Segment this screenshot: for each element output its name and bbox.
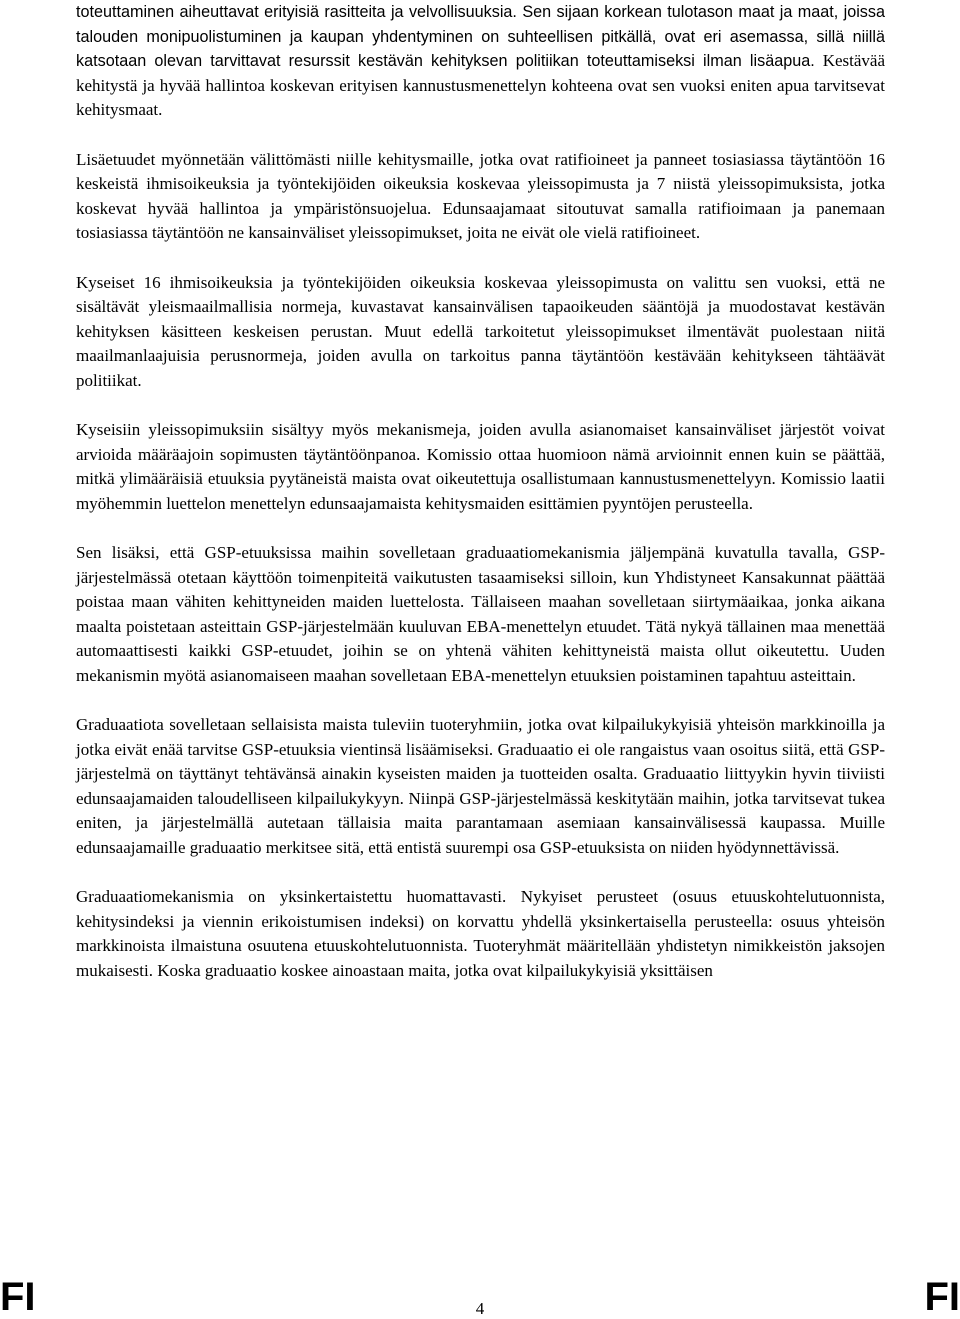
paragraph-5: Sen lisäksi, että GSP-etuuksissa maihin sovelletaan graduaatiomekanismia jäljempänä kuvatulla tavalla, GSP-järjestelmässä otetaan käyttöön toimenpiteitä vaikutusten tasaamiseksi silloin, kun Yhdistyneet Kansakunnat päättää poistaa maan vähiten kehittyneiden maiden luettelosta. Tällaiseen maahan sovelletaan siirtymäaikaa, jonka aikana maalta poistetaan asteittain GSP-järjestelmään kuuluvan EBA-menettelyn etuudet. Tätä nykyä tällainen maa menettää automaattisesti kaikki GSP-etuudet, joihin se on yhtenä vähiten kehittyneistä maista ollut oikeutettu. Uuden mekanismin myötä asianomaiseen maahan sovelletaan EBA-menettelyn etuuksien poistaminen tapahtuu asteittain. xyxy=(76,543,885,685)
document-body xyxy=(76,0,885,1008)
paragraph-7: Graduaatiomekanismia on yksinkertaistettu huomattavasti. Nykyiset perusteet (osuus etuuskohtelutuonnista, kehitysindeksi ja viennin erikoistumisen indeksi) on korvattu yhdellä yksinkertaisella perusteella: osuus yhteisön markkinoista ilmaistuna osuutena etuuskohtelutuonnista. Tuoteryhmät määritellään yhdistetyn nimikkeistön jaksojen mukaisesti. Koska graduaatio koskee ainoastaan maita, jotka ovat kilpailukykyisiä yksittäisen xyxy=(76,887,885,980)
paragraph-2: Lisäetuudet myönnetään välittömästi niille kehitysmaille, jotka ovat ratifioineet ja panneet tosiasiassa täytäntöön 16 keskeistä ihmisoikeuksia ja työntekijöiden oikeuksia koskevaa yleissopimusta ja 7 niistä yleissopimuksista, jotka koskevat hyvää hallintoa ja ympäristönsuojelua. Edunsaajamaat sitoutuvat samalla ratifioimaan ja panemaan tosiasiassa täytäntöön ne kansainväliset yleissopimukset, joita ne eivät ole vielä ratifioineet. xyxy=(76,149,885,242)
paragraph-1 xyxy=(76,0,885,123)
paragraph-1-serif-text: Kestävää kehitystä ja hyvää hallintoa koskevan erityisen kannustusmenettelyn kohteena ovat sen vuoksi eniten apua tarvitsevat kehitysmaat. xyxy=(76,51,885,119)
language-code-right: FI xyxy=(924,1275,960,1319)
paragraph-1-sans-text: toteuttaminen aiheuttavat erityisiä rasitteita ja velvollisuuksia. Sen sijaan korkean tulotason maat ja maat, joissa talouden monipuolistuminen ja kaupan yhdentyminen on suhteellisen pitkällä, ovat eri asemassa, sillä niillä katsotaan olevan tarvittavat resurssit kestävän kehityksen politiikan toteuttamiseksi ilman lisäapua. xyxy=(76,3,885,70)
paragraph-4: Kyseisiin yleissopimuksiin sisältyy myös mekanismeja, joiden avulla asianomaiset kansainväliset järjestöt voivat arvioida määräajoin sopimusten täytäntöönpanoa. Komissio ottaa huomioon nämä arvioinnit ennen kuin se päättää, mitkä ylimääräisiä etuuksia pyytäneistä maista ovat oikeutettuja osallistumaan kannustusmenettelyyn. Komissio laatii myöhemmin luettelon menettelyn edunsaajamaista kehitysmaiden esittämien pyyntöjen perusteella. xyxy=(76,420,885,513)
paragraph-6: Graduaatiota sovelletaan sellaisista maista tuleviin tuoteryhmiin, jotka ovat kilpailukykyisiä yhteisön markkinoilla ja jotka eivät enää tarvitse GSP-etuuksia vientinsä lisäämiseksi. Graduaatio ei ole rangaistus vaan osoitus siitä, että GSP-järjestelmä on täyttänyt tehtävänsä ainakin kyseisten maiden ja tuotteiden osalta. Graduaatio liittyykin hyvin tiiviisti edunsaajamaiden taloudelliseen kilpailukykyyn. Niinpä GSP-järjestelmässä keskitytään maihin, jotka tarvitsevat tukea eniten, ja järjestelmällä autetaan tällaisia maita parantamaan asemiaan kansainvälisessä kaupassa. Muille edunsaajamaille graduaatio merkitsee sitä, että entistä suurempi osa GSP-etuuksista on niiden hyödynnettävissä. xyxy=(76,715,885,857)
page-number: 4 xyxy=(475,1299,485,1318)
paragraph-3: Kyseiset 16 ihmisoikeuksia ja työntekijöiden oikeuksia koskevaa yleissopimusta on valittu sen vuoksi, että ne sisältävät yleismaailmallisia normeja, kuvastavat kansainvälisen tapaoikeuden sääntöjä ja muodostavat kestävän kehityksen käsitteen keskeisen perustan. Muut edellä tarkoitetut yleissopimukset ilmentävät puolestaan niitä maailmanlaajuisia perusnormeja, joiden avulla on tarkoitus panna täytäntöön kestävään kehitykseen tähtäävät politiikat. xyxy=(76,272,885,390)
language-code-left: FI xyxy=(0,1275,36,1319)
